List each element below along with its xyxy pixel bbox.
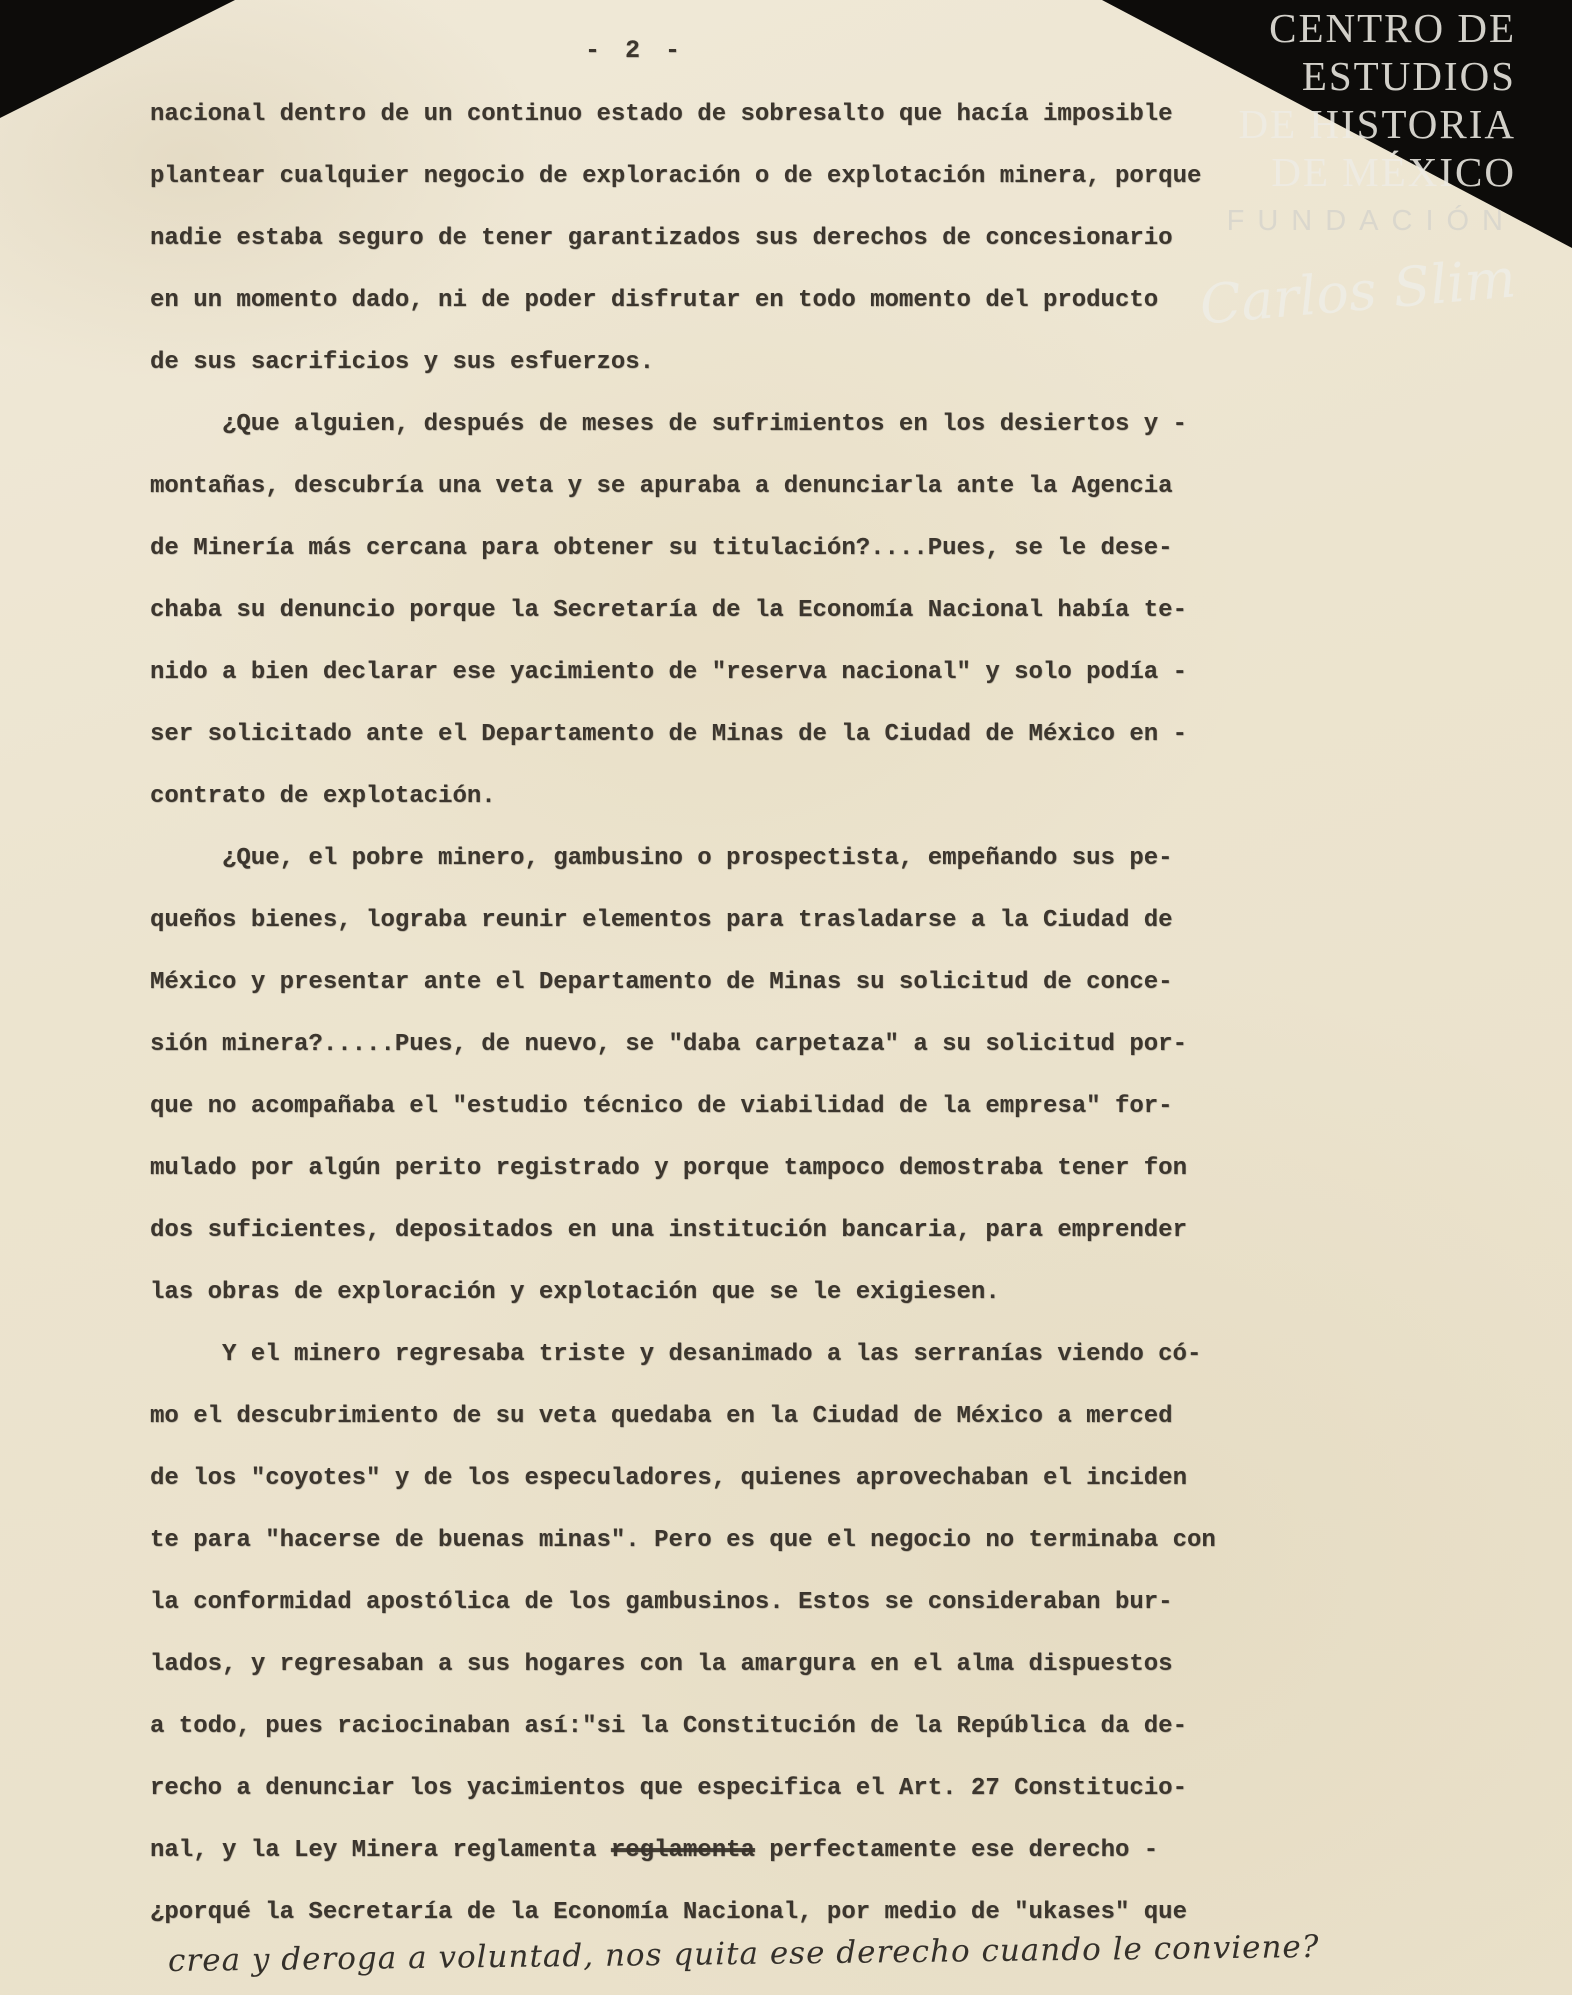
watermark-line: CENTRO DE [1269,5,1516,51]
text-segment: te para "hacerse de buenas minas". Pero es que el negocio no terminaba con [150,1527,1216,1554]
text-line [150,270,1330,332]
text-line [150,1448,1330,1510]
text-segment: de los "coyotes" y de los especuladores, quienes aprovechaban el inciden [150,1465,1187,1492]
text-line [150,1200,1330,1262]
page-number: - 2 - [585,36,686,65]
text-segment: la conformidad apostólica de los gambusinos. Estos se consideraban bur- [150,1589,1173,1616]
text-line [150,84,1330,146]
text-segment: recho a denunciar los yacimientos que especifica el Art. 27 Constitucio- [150,1775,1187,1802]
text-segment: ser solicitado ante el Departamento de Minas de la Ciudad de México en - [150,721,1187,748]
text-segment: contrato de explotación. [150,783,496,810]
text-line [150,518,1330,580]
text-line [150,1262,1330,1324]
text-segment: las obras de exploración y explotación que se le exigiesen. [150,1279,1000,1306]
handwritten-note: crea y deroga a voluntad, nos quita ese derecho cuando le conviene? [167,1928,1320,1980]
text-segment: nadie estaba seguro de tener garantizados sus derechos de concesionario [150,225,1173,252]
text-segment: ¿porqué la Secretaría de la Economía Nacional, por medio de "ukases" que [150,1899,1187,1926]
watermark-line: DE HISTORIA [1238,101,1516,147]
text-segment: mo el descubrimiento de su veta quedaba en la Ciudad de México a merced [150,1403,1173,1430]
watermark-signature: Carlos Slim [1197,246,1519,337]
text-line [150,146,1330,208]
text-segment: Y el minero regresaba triste y desanimado a las serranías viendo có- [222,1341,1202,1368]
watermark-line: DE MÉXICO [1271,149,1516,195]
text-segment: queños bienes, lograba reunir elementos para trasladarse a la Ciudad de [150,907,1173,934]
text-segment: lados, y regresaban a sus hogares con la amargura en el alma dispuestos [150,1651,1173,1678]
text-line [150,1572,1330,1634]
text-segment: montañas, descubría una veta y se apuraba a denunciarla ante la Agencia [150,473,1173,500]
text-line [150,1138,1330,1200]
text-segment: que no acompañaba el "estudio técnico de viabilidad de la empresa" for- [150,1093,1173,1120]
text-line [150,1324,1330,1386]
text-line [150,580,1330,642]
text-line [150,952,1330,1014]
text-segment: nido a bien declarar ese yacimiento de "reserva nacional" y solo podía - [150,659,1187,686]
text-segment: plantear cualquier negocio de exploración o de explotación minera, porque [150,163,1202,190]
text-segment: perfectamente ese derecho - [754,1837,1159,1864]
text-line [150,456,1330,518]
text-line [150,828,1330,890]
text-segment: chaba su denuncio porque la Secretaría de la Economía Nacional había te- [150,597,1187,624]
text-line [150,394,1330,456]
text-line [150,642,1330,704]
text-segment: ¿Que alguien, después de meses de sufrimientos en los desiertos y - [222,411,1187,438]
text-segment: a todo, pues raciocinaban así:"si la Constitución de la República da de- [150,1713,1187,1740]
text-line [150,208,1330,270]
text-segment: en un momento dado, ni de poder disfrutar en todo momento del producto [150,287,1159,314]
text-line [150,1820,1330,1882]
struck-word: reglamenta [610,1837,755,1864]
text-line [150,1076,1330,1138]
text-line [150,766,1330,828]
text-line [150,332,1330,394]
text-line [150,1758,1330,1820]
text-segment: de Minería más cercana para obtener su titulación?....Pues, se le dese- [150,535,1173,562]
text-line [150,1634,1330,1696]
text-segment: mulado por algún perito registrado y porque tampoco demostraba tener fon [150,1155,1187,1182]
text-line [150,890,1330,952]
watermark-line: FUNDACIÓN [1226,205,1516,237]
text-line [150,1014,1330,1076]
text-line [150,1696,1330,1758]
watermark-line: ESTUDIOS [1301,53,1516,99]
text-segment: México y presentar ante el Departamento de Minas su solicitud de conce- [150,969,1173,996]
text-line [150,1510,1330,1572]
text-segment: ¿Que, el pobre minero, gambusino o prospectista, empeñando sus pe- [222,845,1173,872]
text-line [150,704,1330,766]
text-segment: dos suficientes, depositados en una institución bancaria, para emprender [150,1217,1187,1244]
text-segment: sión minera?.....Pues, de nuevo, se "daba carpetaza" a su solicitud por- [150,1031,1187,1058]
text-line [150,1386,1330,1448]
text-segment: de sus sacrificios y sus esfuerzos. [150,349,655,376]
typewritten-text [150,84,1330,1944]
text-segment: nacional dentro de un continuo estado de sobresalto que hacía imposible [150,101,1173,128]
text-segment: nal, y la Ley Minera reglamenta [150,1837,611,1864]
